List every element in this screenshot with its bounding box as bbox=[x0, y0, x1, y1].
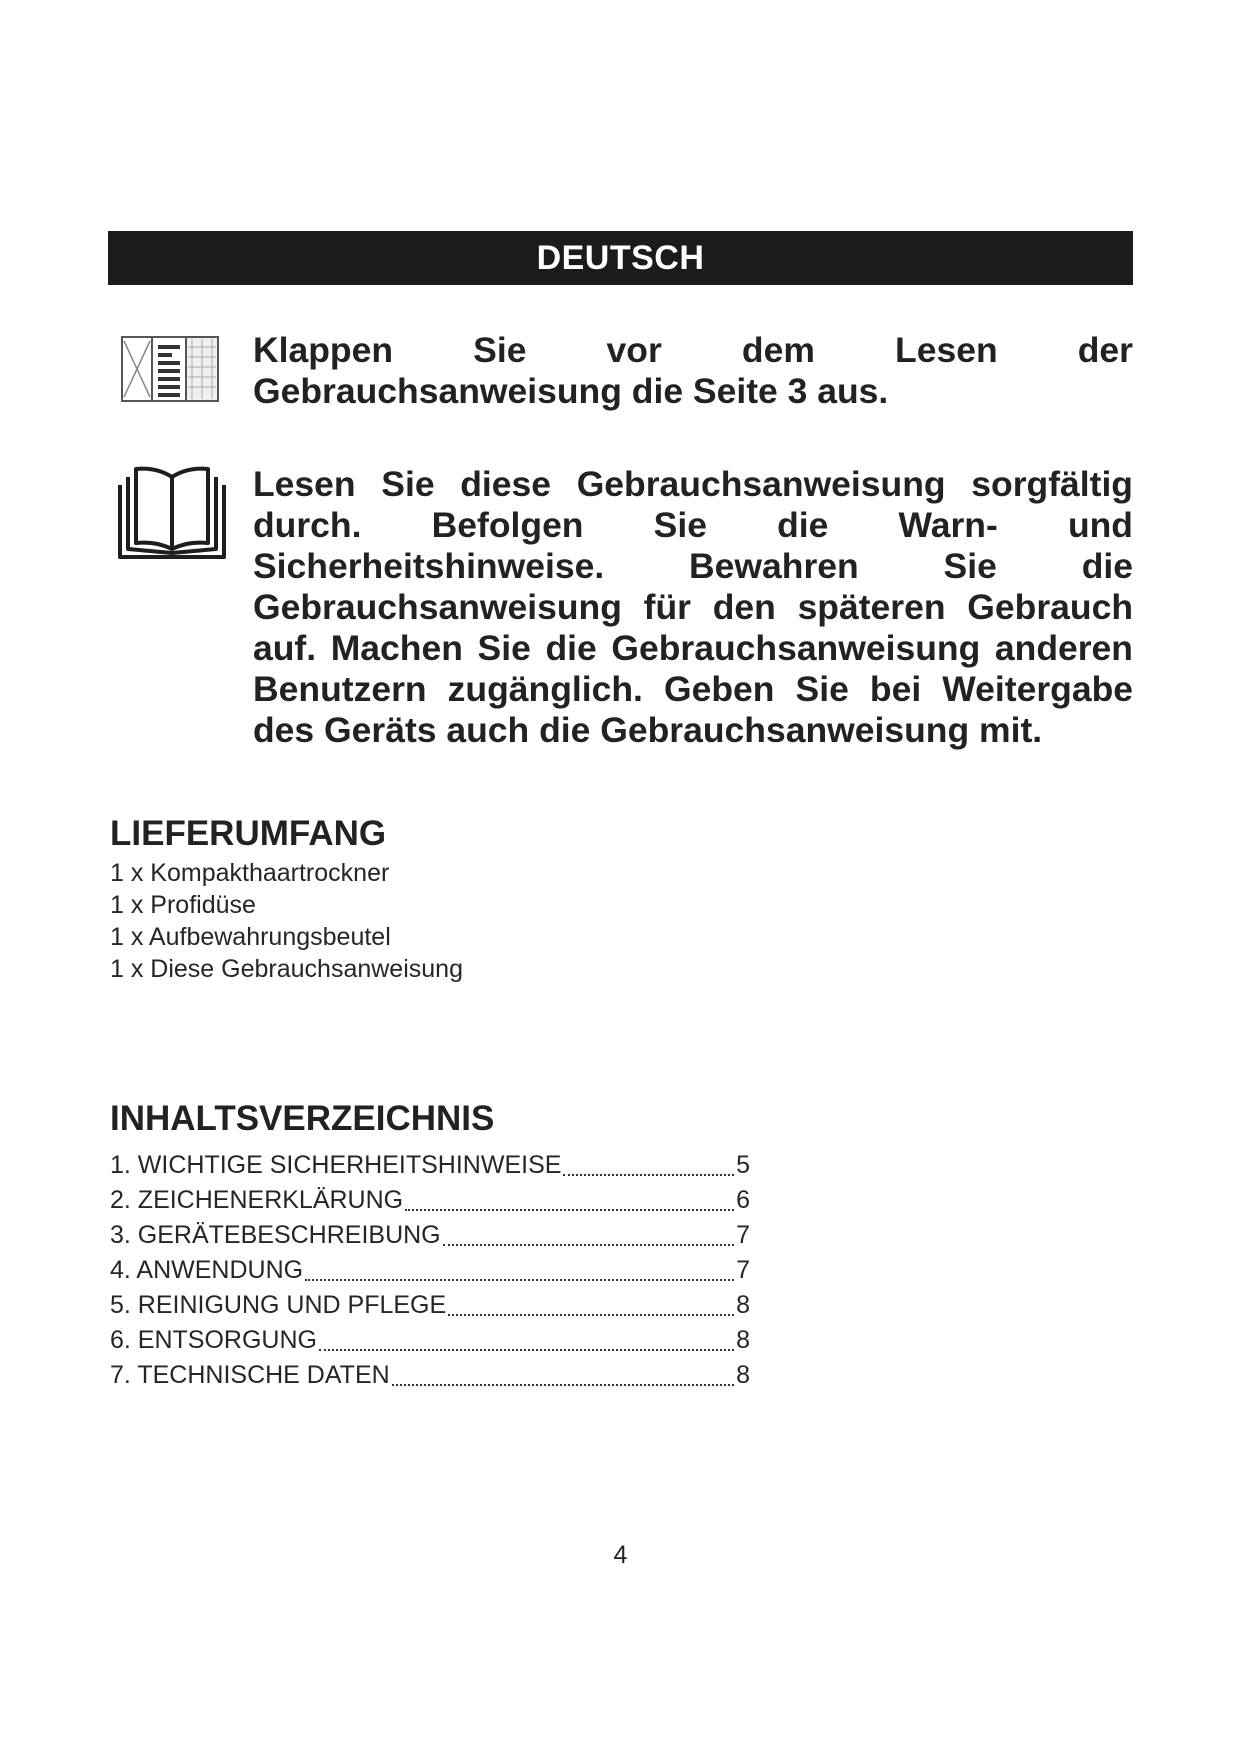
list-item: 1 x Profidüse bbox=[110, 891, 256, 919]
list-item: 1 x Aufbewahrungsbeutel bbox=[110, 923, 391, 951]
toc-entry[interactable] bbox=[110, 1358, 750, 1393]
toc-entry[interactable] bbox=[110, 1288, 750, 1323]
toc-entry[interactable] bbox=[110, 1218, 750, 1253]
table-of-contents bbox=[110, 1148, 750, 1393]
toc-entry-page: 8 bbox=[736, 1326, 750, 1354]
toc-entry-page: 7 bbox=[736, 1221, 750, 1249]
toc-entry-page: 6 bbox=[736, 1186, 750, 1214]
toc-dot-leader bbox=[405, 1209, 734, 1211]
toc-entry-page: 8 bbox=[736, 1291, 750, 1319]
list-item: 1 x Diese Gebrauchsanweisung bbox=[110, 955, 463, 983]
toc-entry-label: 1. WICHTIGE SICHERHEITSHINWEISE bbox=[110, 1151, 562, 1179]
toc-entry[interactable] bbox=[110, 1183, 750, 1218]
read-instructions-notice: Lesen Sie diese Gebrauchsanweisung sorgfältig durch. Befolgen Sie die Warn- und Sicherheitshinweise. Bewahren Sie die Gebrauchsanweisung für den späteren Gebrauch auf. Machen Sie die Gebrauchsanweisung anderen Benutzern zugänglich. Geben Sie bei Weitergabe des Geräts auch die Gebrauchsanweisung mit. bbox=[253, 464, 1133, 750]
toc-dot-leader bbox=[443, 1244, 734, 1246]
list-item: 1 x Kompakthaartrockner bbox=[110, 859, 390, 887]
toc-entry-label: 6. ENTSORGUNG bbox=[110, 1326, 317, 1354]
language-header bbox=[108, 231, 1133, 285]
toc-entry-page: 5 bbox=[736, 1151, 750, 1179]
fold-out-instruction: Klappen Sie vor dem Lesen der Gebrauchsanweisung die Seite 3 aus. bbox=[253, 330, 1133, 411]
toc-dot-leader bbox=[305, 1279, 734, 1281]
toc-dot-leader bbox=[319, 1349, 734, 1351]
open-book-icon bbox=[116, 463, 228, 563]
toc-entry-label: 7. TECHNISCHE DATEN bbox=[110, 1361, 390, 1389]
toc-entry-label: 3. GERÄTEBESCHREIBUNG bbox=[110, 1221, 441, 1249]
toc-entry-label: 2. ZEICHENERKLÄRUNG bbox=[110, 1186, 404, 1214]
toc-dot-leader bbox=[448, 1314, 734, 1316]
page-number: 4 bbox=[613, 1541, 628, 1569]
toc-dot-leader bbox=[392, 1384, 734, 1386]
toc-entry[interactable] bbox=[110, 1323, 750, 1358]
toc-entry[interactable] bbox=[110, 1148, 750, 1183]
toc-entry-page: 8 bbox=[736, 1361, 750, 1389]
fold-out-page-icon bbox=[120, 333, 222, 409]
toc-entry-page: 7 bbox=[736, 1256, 750, 1284]
table-of-contents-title: INHALTSVERZEICHNIS bbox=[110, 1099, 495, 1138]
toc-dot-leader bbox=[563, 1174, 734, 1176]
scope-of-delivery-title: LIEFERUMFANG bbox=[110, 814, 387, 853]
language-label: DEUTSCH bbox=[536, 238, 705, 277]
toc-entry[interactable] bbox=[110, 1253, 750, 1288]
toc-entry-label: 5. REINIGUNG UND PFLEGE bbox=[110, 1291, 447, 1319]
scope-of-delivery-list bbox=[110, 857, 463, 985]
toc-entry-label: 4. ANWENDUNG bbox=[110, 1256, 304, 1284]
